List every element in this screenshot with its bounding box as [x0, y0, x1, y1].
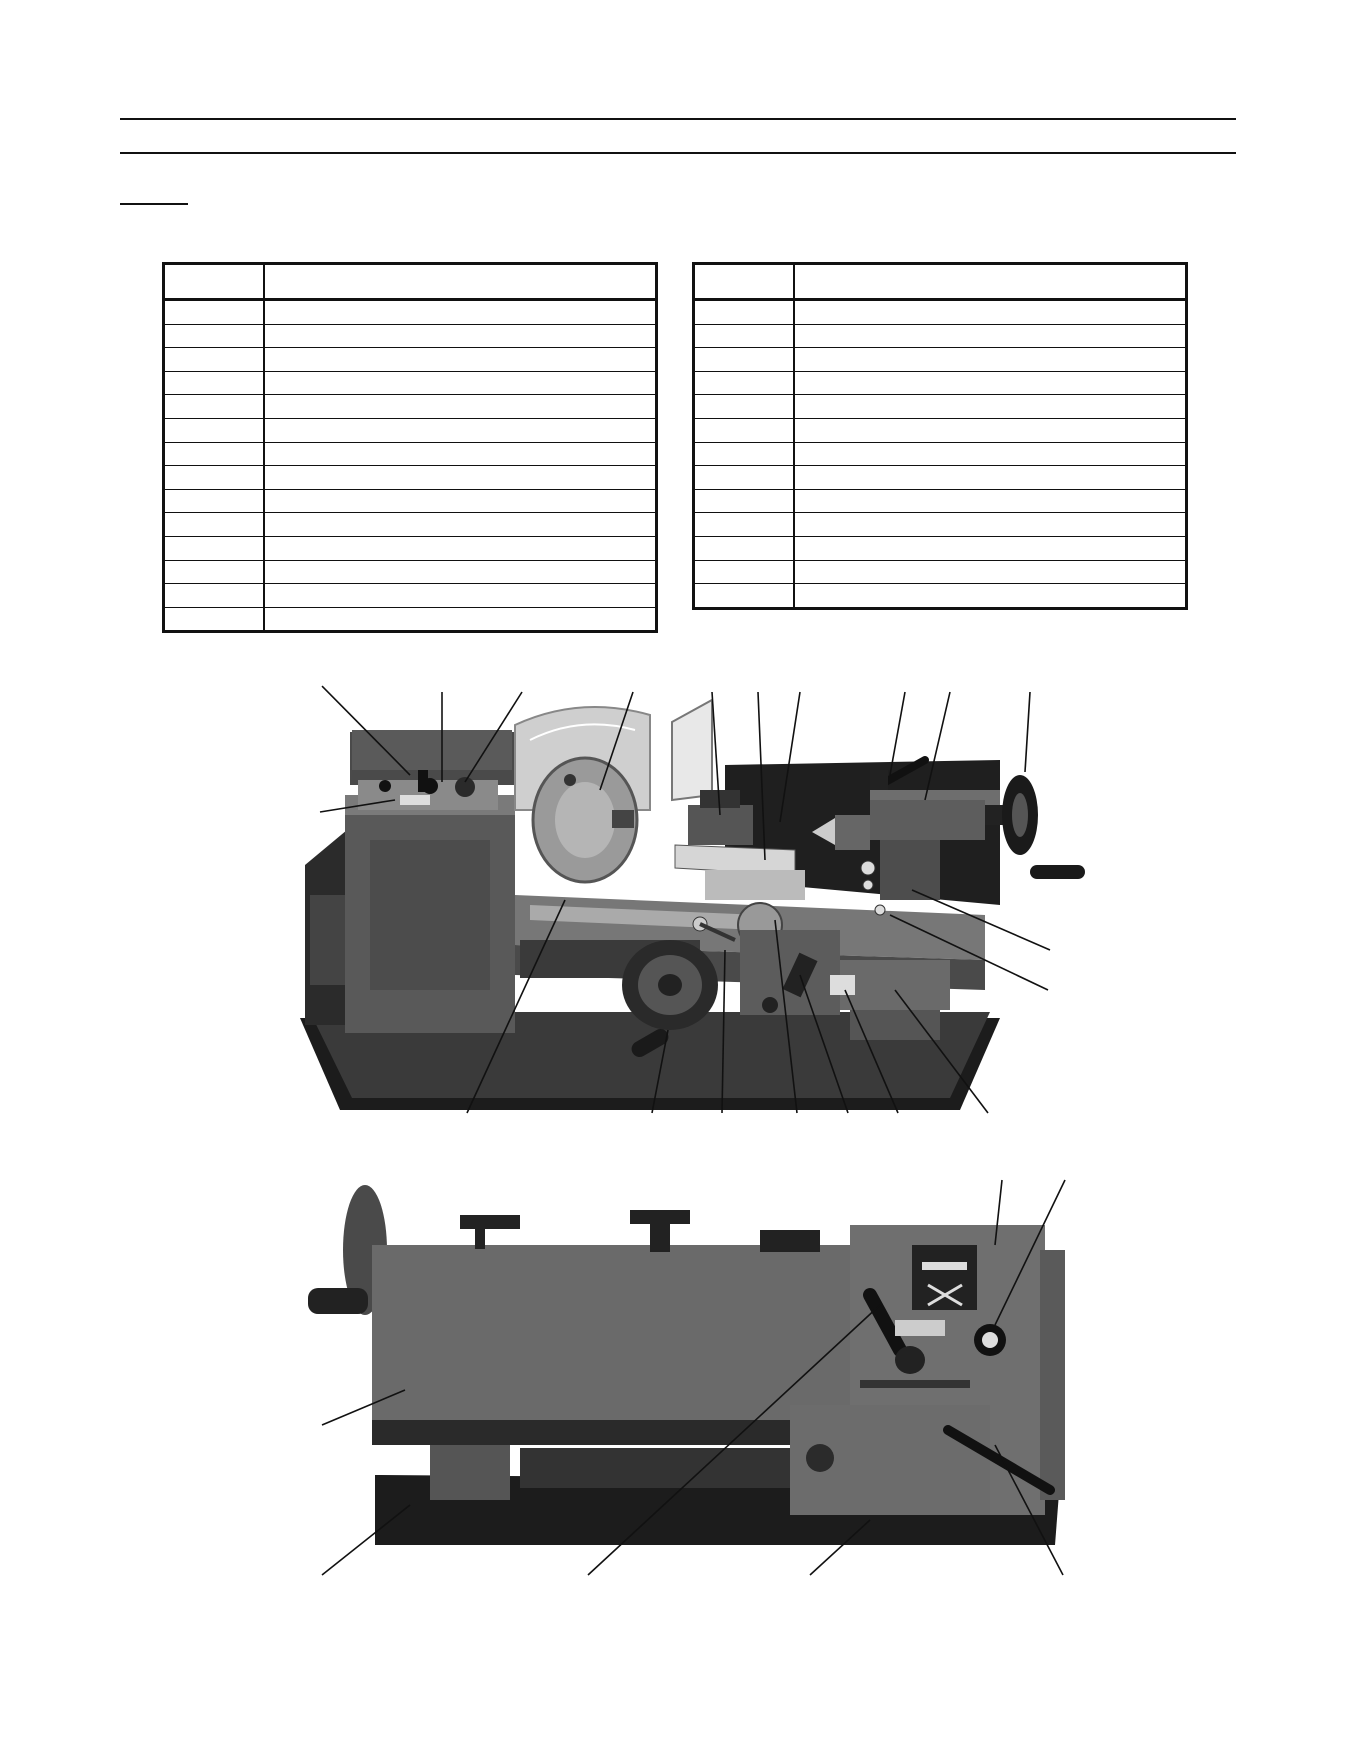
- indicator-lamp: [974, 1324, 1006, 1356]
- rear-bed: [372, 1245, 852, 1500]
